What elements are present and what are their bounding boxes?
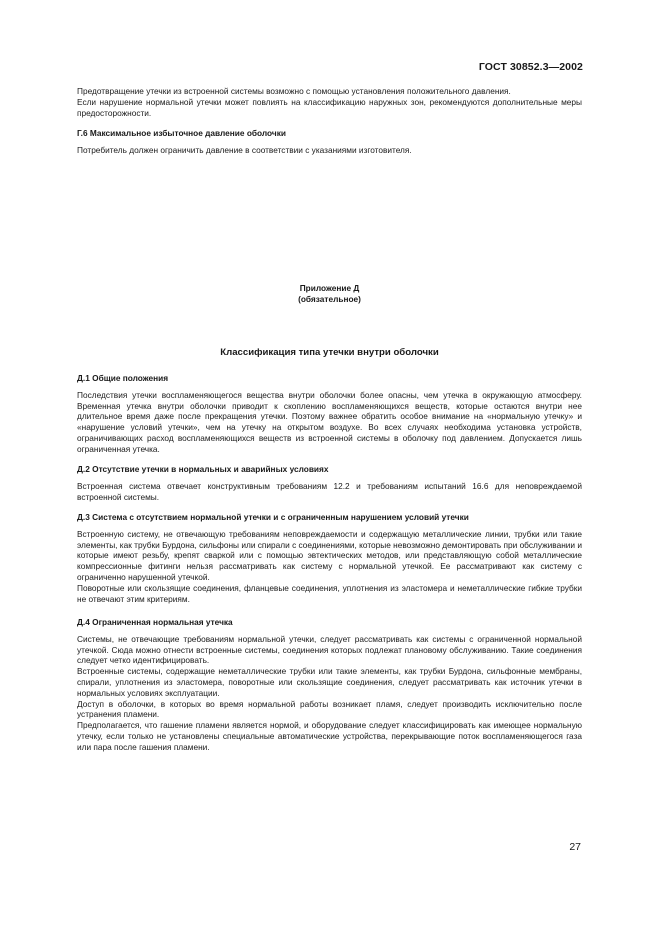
- annex-label: Приложение Д: [299, 283, 360, 293]
- paragraph-precautions: Если нарушение нормальной утечки может повлиять на классификацию наружных зон, рекомендуются дополнительные меры предосторожности.: [77, 96, 582, 118]
- section-d4-paragraph-1: Системы, не отвечающие требованиям нормальной утечки, следует рассматривать как системы с ограниченной нормальной утечкой. Сюда можно отнести встроенные системы, соединения которых подлежат плановому обслуживанию. Такие соединения следует четко идентифицировать.: [77, 633, 582, 666]
- document-code-header: ГОСТ 30852.3—2002: [478, 61, 583, 73]
- page-number: 27: [569, 841, 581, 853]
- section-g6-heading: Г.6 Максимальное избыточное давление оболочки: [77, 128, 286, 138]
- section-d3-heading: Д.3 Система с отсутствием нормальной утечки и с ограниченным нарушением условий утечки: [77, 512, 469, 522]
- section-g6-text: Потребитель должен ограничить давление в соответствии с указаниями изготовителя.: [77, 145, 412, 155]
- section-d4: [77, 617, 582, 753]
- section-d1: [77, 373, 582, 455]
- section-d3: [77, 512, 582, 604]
- section-d4-heading: Д.4 Ограниченная нормальная утечка: [77, 617, 233, 627]
- section-d4-paragraph-4: Предполагается, что гашение пламени является нормой, и оборудование следует классифицировать как имеющее нормальную утечку, если только не установлены специальные автоматические устройства, перекрывающие поток воспламеняющегося газа или пара после гашения пламени.: [77, 720, 582, 752]
- section-d2-text: Встроенная система отвечает конструктивным требованиям 12.2 и требованиям испытаний 16.6 для неповреждаемой встроенной системы.: [77, 480, 582, 502]
- section-d2: [77, 464, 582, 502]
- section-d3-paragraph-1: Встроенную систему, не отвечающую требованиям неповреждаемости и содержащую металлические линии, трубки или такие элементы, как трубки Бурдона, сильфоны или спирали с соединениями, которые невозможно демонтировать при обслуживании и которые имеют резьбу, крепят сваркой или с помощью эвтектических методов, или представляющую собой металлические компрессионные фитинги нельзя рассматривать как систему с нормальной утечкой. Ее рассматривают как систему с ограниченно нарушенной утечкой.: [77, 528, 582, 582]
- section-d3-paragraph-2: Поворотные или скользящие соединения, фланцевые соединения, уплотнения из эластомера и неметаллические гибкие трубки не отвечают этим критериям.: [77, 582, 582, 604]
- paragraph-positive-pressure: Предотвращение утечки из встроенной системы возможно с помощью установления положительного давления.: [77, 86, 511, 96]
- section-g6: [77, 128, 582, 139]
- section-d1-text: Последствия утечки воспламеняющегося вещества внутри оболочки более опасны, чем утечка в окружающую атмосферу. Временная утечка внутри оболочки приводит к скоплению воспламеняющихся веществ, которые остаются внутри нее длительное время даже после прекращения утечки. Поэтому важнее обратить особое внимание на «нормальную утечку» и «нарушение условий утечки», чем на утечку на открытом воздухе. Во всех случаях необходима установка устройств, ограничивающих расход воспламеняющихся веществ из встроенной системы в оболочку под давлением. Допускается лишь ограниченная утечка.: [77, 389, 582, 454]
- annex-g-continuation: [77, 86, 582, 118]
- section-d4-paragraph-2: Встроенные системы, содержащие неметаллические трубки или такие элементы, как трубки Бурдона, сильфонные мембраны, спирали, уплотнения из эластомера, поворотные или скользящие соединения, следует рассматривать как источник утечки в нормальных условиях эксплуатации.: [77, 666, 582, 698]
- annex-status: (обязательное): [298, 294, 361, 304]
- section-d1-heading: Д.1 Общие положения: [77, 373, 169, 383]
- annex-title: Классификация типа утечки внутри оболочки: [220, 347, 439, 358]
- section-g6-body: [77, 145, 582, 156]
- section-d2-heading: Д.2 Отсутствие утечки в нормальных и аварийных условиях: [77, 464, 329, 474]
- section-d4-paragraph-3: Доступ в оболочки, в которых во время нормальной работы возникает пламя, следует производить исключительно после устранения пламени.: [77, 698, 582, 720]
